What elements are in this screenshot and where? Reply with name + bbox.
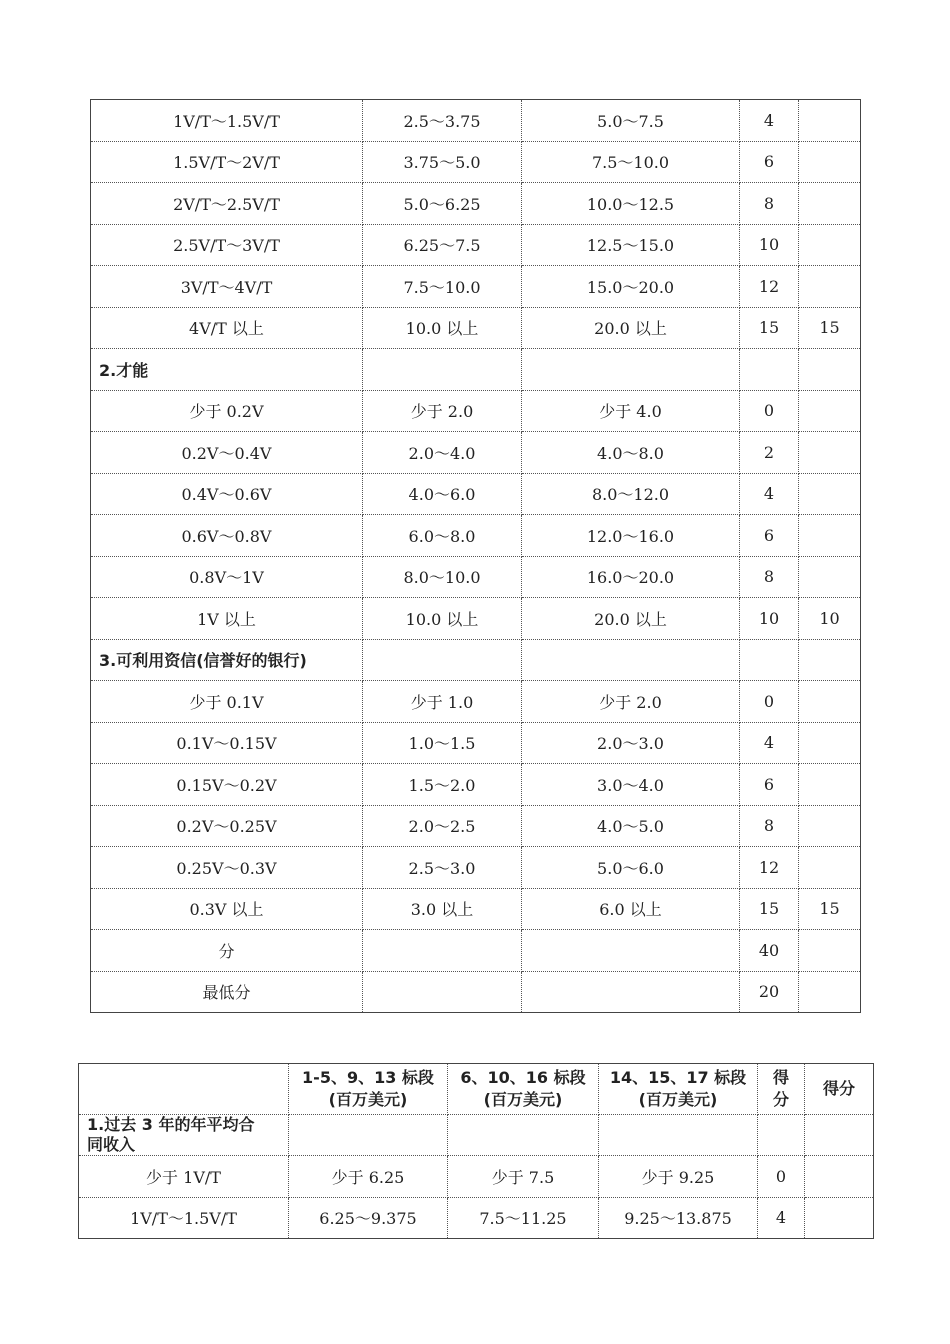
value-cell: 7.5～11.25: [448, 1197, 599, 1239]
empty-cell: [799, 639, 861, 681]
empty-cell: [363, 930, 522, 972]
score-cell: [799, 764, 861, 806]
value-cell: 12.5～15.0: [522, 224, 740, 266]
score-cell: [799, 722, 861, 764]
range-cell: 1V/T～1.5V/T: [91, 100, 363, 142]
table-row: [91, 183, 861, 225]
value-cell: 7.5～10.0: [363, 266, 522, 308]
empty-cell: [740, 349, 799, 391]
empty-cell: [363, 971, 522, 1013]
empty-cell: [522, 971, 740, 1013]
value-cell: 4.0～6.0: [363, 473, 522, 515]
points-cell: 0: [740, 681, 799, 723]
header-text: 1-5、9、13 标段: [302, 1068, 434, 1087]
section-label: 2.才能: [91, 349, 363, 391]
value-cell: 6.25～7.5: [363, 224, 522, 266]
header-lots-2: [448, 1064, 599, 1115]
value-cell: 15.0～20.0: [522, 266, 740, 308]
score-table-lower: [78, 1063, 874, 1239]
range-cell: 少于 0.2V: [91, 390, 363, 432]
points-cell: 6: [740, 515, 799, 557]
value-cell: 少于 7.5: [448, 1156, 599, 1198]
value-cell: 6.0 以上: [522, 888, 740, 930]
range-cell: 0.25V～0.3V: [91, 847, 363, 889]
score-table-upper: [90, 99, 861, 1013]
range-cell: 少于 1V/T: [79, 1156, 289, 1198]
range-cell: 0.6V～0.8V: [91, 515, 363, 557]
empty-cell: [363, 639, 522, 681]
value-cell: 7.5～10.0: [522, 141, 740, 183]
points-cell: 6: [740, 764, 799, 806]
value-cell: 5.0～6.25: [363, 183, 522, 225]
score-cell: 10: [799, 598, 861, 640]
empty-cell: [799, 349, 861, 391]
points-cell: 15: [740, 307, 799, 349]
table-row: [91, 473, 861, 515]
table-row: [91, 556, 861, 598]
score-cell: [799, 141, 861, 183]
header-text: 分: [772, 1090, 789, 1109]
header-row: [79, 1064, 874, 1115]
range-cell: 0.15V～0.2V: [91, 764, 363, 806]
range-cell: 1V 以上: [91, 598, 363, 640]
header-score: 得分: [805, 1064, 874, 1115]
value-cell: 1.5～2.0: [363, 764, 522, 806]
score-cell: [805, 1197, 874, 1239]
points-cell: 8: [740, 556, 799, 598]
value-cell: 16.0～20.0: [522, 556, 740, 598]
value-cell: 10.0 以上: [363, 598, 522, 640]
value-cell: 少于 4.0: [522, 390, 740, 432]
range-cell: 3V/T～4V/T: [91, 266, 363, 308]
table-row: [79, 1156, 874, 1198]
score-cell: [799, 805, 861, 847]
value-cell: 3.0～4.0: [522, 764, 740, 806]
score-cell: [799, 556, 861, 598]
value-cell: 8.0～10.0: [363, 556, 522, 598]
value-cell: 4.0～5.0: [522, 805, 740, 847]
section-label-line: 1.过去 3 年的年平均合: [87, 1115, 255, 1134]
points-cell: 15: [740, 888, 799, 930]
header-unit: (百万美元): [638, 1090, 718, 1109]
value-cell: 5.0～7.5: [522, 100, 740, 142]
range-cell: 4V/T 以上: [91, 307, 363, 349]
total-label: 分: [91, 930, 363, 972]
score-cell: [799, 432, 861, 474]
table-row: [91, 805, 861, 847]
score-cell: 15: [799, 307, 861, 349]
empty-cell: [740, 639, 799, 681]
empty-cell: [363, 349, 522, 391]
points-cell: 10: [740, 224, 799, 266]
score-cell: [799, 183, 861, 225]
points-cell: 4: [740, 100, 799, 142]
total-row: [91, 930, 861, 972]
value-cell: 5.0～6.0: [522, 847, 740, 889]
value-cell: 1.0～1.5: [363, 722, 522, 764]
range-cell: 1V/T～1.5V/T: [79, 1197, 289, 1239]
section-label: 3.可利用资信(信誉好的银行): [91, 639, 363, 681]
points-cell: 12: [740, 847, 799, 889]
points-cell: 10: [740, 598, 799, 640]
value-cell: 2.0～3.0: [522, 722, 740, 764]
value-cell: 20.0 以上: [522, 598, 740, 640]
table-row: [91, 307, 861, 349]
score-cell: [799, 390, 861, 432]
section-row: [91, 639, 861, 681]
value-cell: 少于 6.25: [289, 1156, 448, 1198]
value-cell: 6.0～8.0: [363, 515, 522, 557]
table-row: [91, 390, 861, 432]
header-empty: [79, 1064, 289, 1115]
table-row: [91, 722, 861, 764]
total-points: 40: [740, 930, 799, 972]
value-cell: 2.5～3.75: [363, 100, 522, 142]
score-cell: [799, 515, 861, 557]
value-cell: 6.25～9.375: [289, 1197, 448, 1239]
header-text: 14、15、17 标段: [609, 1068, 747, 1087]
value-cell: 3.75～5.0: [363, 141, 522, 183]
score-cell: [799, 847, 861, 889]
section-label-line: 同收入: [87, 1135, 136, 1154]
minimum-label: 最低分: [91, 971, 363, 1013]
value-cell: 10.0 以上: [363, 307, 522, 349]
table-row: [91, 100, 861, 142]
section-row: [79, 1115, 874, 1156]
empty-cell: [599, 1115, 758, 1156]
value-cell: 3.0 以上: [363, 888, 522, 930]
header-lots-1: [289, 1064, 448, 1115]
value-cell: 8.0～12.0: [522, 473, 740, 515]
empty-cell: [805, 1115, 874, 1156]
value-cell: 少于 2.0: [522, 681, 740, 723]
points-cell: 12: [740, 266, 799, 308]
range-cell: 0.3V 以上: [91, 888, 363, 930]
section-row: [91, 349, 861, 391]
points-cell: 2: [740, 432, 799, 474]
empty-cell: [522, 930, 740, 972]
score-cell: [799, 224, 861, 266]
empty-cell: [799, 930, 861, 972]
value-cell: 少于 1.0: [363, 681, 522, 723]
minimum-row: [91, 971, 861, 1013]
score-cell: 15: [799, 888, 861, 930]
score-cell: [799, 100, 861, 142]
score-cell: [799, 473, 861, 515]
points-cell: 8: [740, 183, 799, 225]
value-cell: 4.0～8.0: [522, 432, 740, 474]
empty-cell: [289, 1115, 448, 1156]
range-cell: 少于 0.1V: [91, 681, 363, 723]
table-row: [91, 141, 861, 183]
points-cell: 0: [740, 390, 799, 432]
empty-cell: [448, 1115, 599, 1156]
range-cell: 0.1V～0.15V: [91, 722, 363, 764]
header-points: [758, 1064, 805, 1115]
table-row: [91, 266, 861, 308]
score-cell: [799, 681, 861, 723]
value-cell: 2.0～4.0: [363, 432, 522, 474]
range-cell: 0.2V～0.25V: [91, 805, 363, 847]
score-cell: [799, 266, 861, 308]
range-cell: 2V/T～2.5V/T: [91, 183, 363, 225]
points-cell: 4: [740, 473, 799, 515]
points-cell: 4: [740, 722, 799, 764]
header-unit: (百万美元): [328, 1090, 408, 1109]
header-text: 6、10、16 标段: [460, 1068, 586, 1087]
score-cell: [805, 1156, 874, 1198]
table-row: [91, 432, 861, 474]
points-cell: 6: [740, 141, 799, 183]
range-cell: 0.2V～0.4V: [91, 432, 363, 474]
minimum-points: 20: [740, 971, 799, 1013]
section-label: [79, 1115, 289, 1156]
points-cell: 4: [758, 1197, 805, 1239]
points-cell: 8: [740, 805, 799, 847]
empty-cell: [799, 971, 861, 1013]
value-cell: 少于 9.25: [599, 1156, 758, 1198]
table-row: [91, 681, 861, 723]
table-row: [91, 515, 861, 557]
table-row: [79, 1197, 874, 1239]
table-row: [91, 224, 861, 266]
range-cell: 0.4V～0.6V: [91, 473, 363, 515]
header-text: 得: [772, 1068, 789, 1087]
value-cell: 9.25～13.875: [599, 1197, 758, 1239]
range-cell: 1.5V/T～2V/T: [91, 141, 363, 183]
value-cell: 2.5～3.0: [363, 847, 522, 889]
header-lots-3: [599, 1064, 758, 1115]
empty-cell: [522, 349, 740, 391]
table-row: [91, 598, 861, 640]
table-row: [91, 888, 861, 930]
value-cell: 少于 2.0: [363, 390, 522, 432]
range-cell: 2.5V/T～3V/T: [91, 224, 363, 266]
points-cell: 0: [758, 1156, 805, 1198]
value-cell: 20.0 以上: [522, 307, 740, 349]
table-row: [91, 847, 861, 889]
empty-cell: [522, 639, 740, 681]
range-cell: 0.8V～1V: [91, 556, 363, 598]
value-cell: 12.0～16.0: [522, 515, 740, 557]
header-unit: (百万美元): [483, 1090, 563, 1109]
table-row: [91, 764, 861, 806]
value-cell: 2.0～2.5: [363, 805, 522, 847]
value-cell: 10.0～12.5: [522, 183, 740, 225]
empty-cell: [758, 1115, 805, 1156]
